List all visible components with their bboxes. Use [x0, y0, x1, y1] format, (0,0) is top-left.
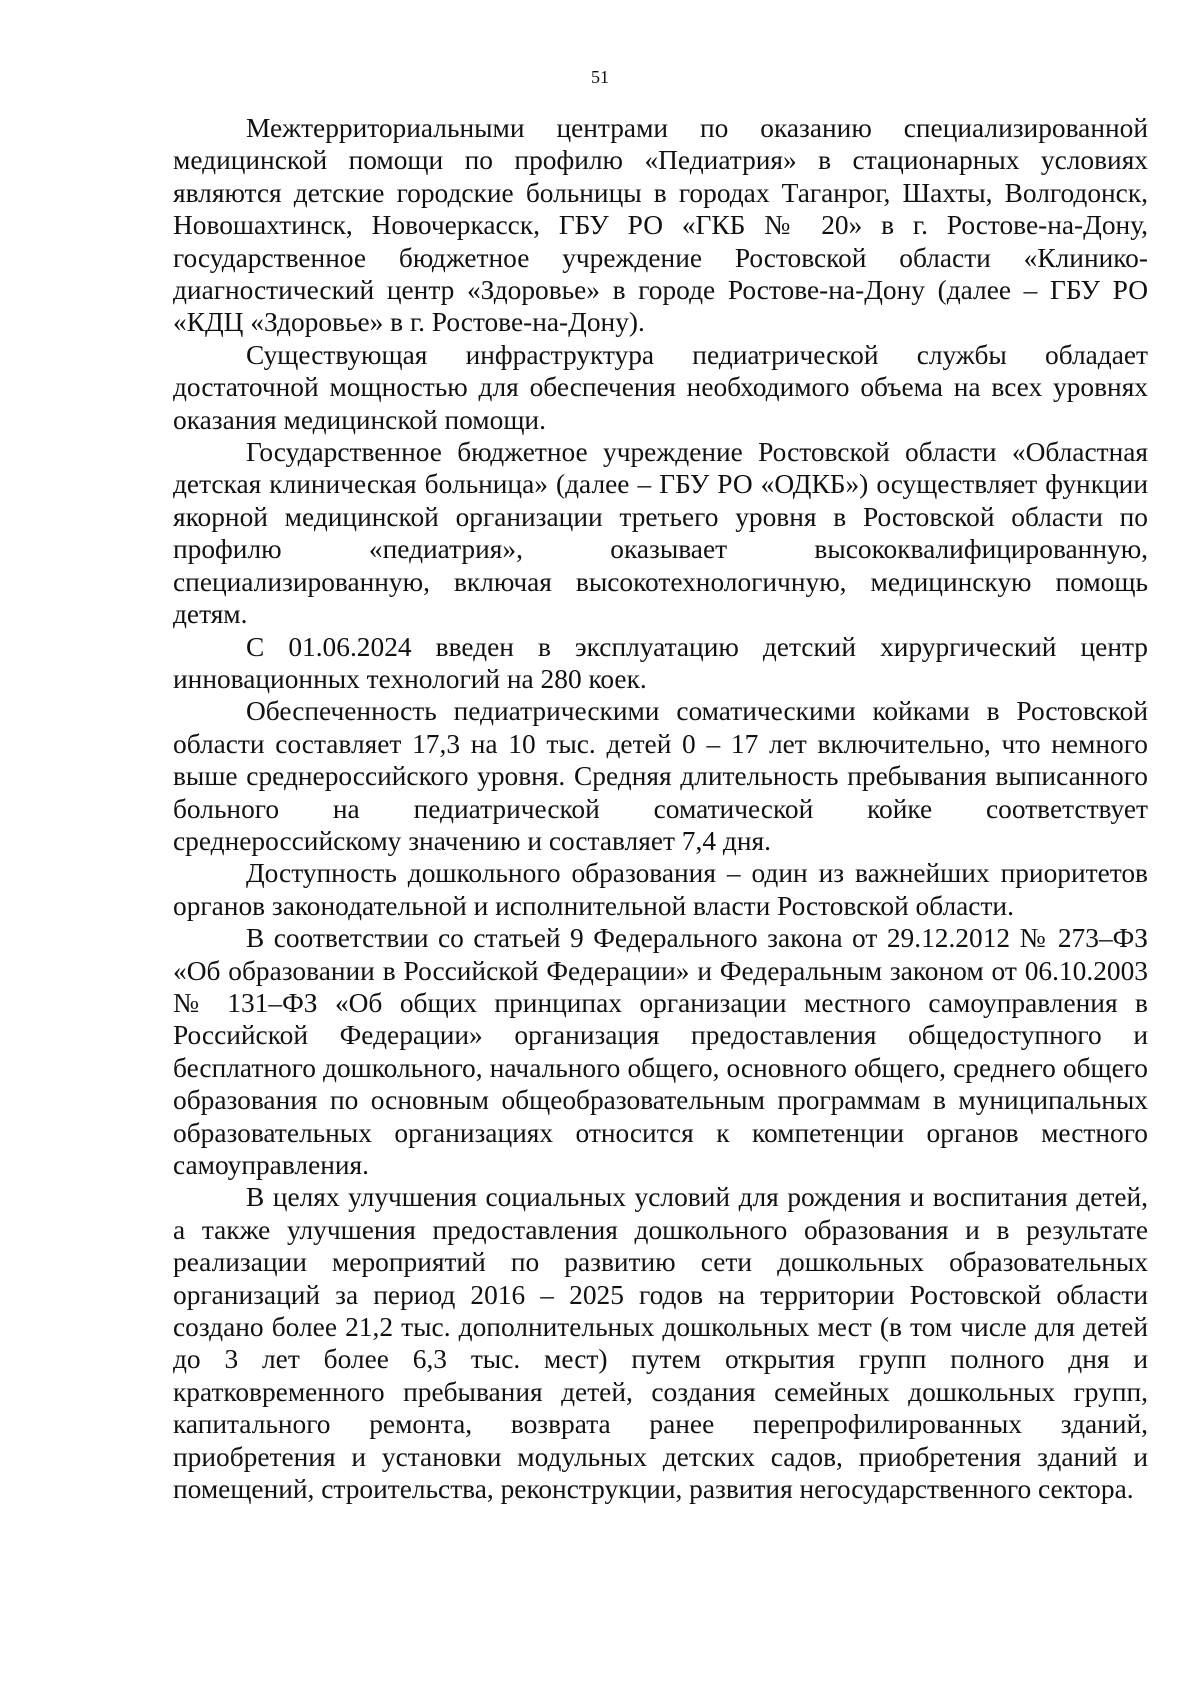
page-number: 51: [591, 67, 609, 87]
paragraph-infrastructure: Существующая инфраструктура педиатрической службы обладает достаточной мощностью для обеспечения необходимого объема на всех уровнях оказания медицинской помощи.: [173, 339, 1148, 435]
paragraph-federal-law: В соответствии со статьей 9 Федерального закона от 29.12.2012 № 273–ФЗ «Об образовании в Российской Федерации» и Федеральным законом от 06.10.2003 № 131–ФЗ «Об общих принципах организации местного самоуправления в Российской Федерации» организация предоставления общедоступного и бесплатного дошкольного, начального общего, основного общего, среднего общего образования по основным общеобразовательным программам в муниципальных образовательных организациях относится к компетенции органов местного самоуправления.: [173, 923, 1148, 1180]
paragraph-surgical-center: С 01.06.2024 введен в эксплуатацию детский хирургический центр инновационных технологий на 280 коек.: [173, 631, 1148, 694]
paragraph-interregional-centers: Межтерриториальными центрами по оказанию специализированной медицинской помощи по профилю «Педиатрия» в стационарных условиях являются детские городские больницы в городах Таганрог, Шахты, Волгодонск, Новошахтинск, Новочеркасск, ГБУ РО «ГКБ № 20» в г. Ростове-на-Дону, государственное бюджетное учреждение Ростовской области «Клинико-диагностический центр «Здоровье» в городе Ростове-на-Дону (далее – ГБУ РО «КДЦ «Здоровье» в г. Ростове-на-Дону).: [173, 113, 1148, 338]
paragraph-preschool-places: В целях улучшения социальных условий для рождения и воспитания детей, а также улучшения предоставления дошкольного образования и в результате реализации мероприятий по развитию сети дошкольных образовательных организаций за период 2016 – 2025 годов на территории Ростовской области создано более 21,2 тыс. дополнительных дошкольных мест (в том числе для детей до 3 лет более 6,3 тыс. мест) путем открытия групп полного дня и кратковременного пребывания детей, создания семейных дошкольных групп, капитального ремонта, возврата ранее перепрофилированных зданий, приобретения и установки модульных детских садов, приобретения зданий и помещений, строительства, реконструкции, развития негосударственного сектора.: [173, 1182, 1148, 1505]
document-body: [173, 112, 1148, 1505]
paragraph-bed-provision: Обеспеченность педиатрическими соматическими койками в Ростовской области составляет 17,3 на 10 тыс. детей 0 – 17 лет включительно, что немного выше среднероссийского уровня. Средняя длительность пребывания выписанного больного на педиатрической соматической койке соответствует среднероссийскому значению и составляет 7,4 дня.: [173, 696, 1148, 856]
paragraph-preschool-access: Доступность дошкольного образования – один из важнейших приоритетов органов законодательной и исполнительной власти Ростовской области.: [173, 858, 1148, 921]
paragraph-regional-childrens-hospital: Государственное бюджетное учреждение Ростовской области «Областная детская клиническая больница» (далее – ГБУ РО «ОДКБ») осуществляет функции якорной медицинской организации третьего уровня в Ростовской области по профилю «педиатрия», оказывает высококвалифицированную, специализированную, включая высокотехнологичную, медицинскую помощь детям.: [173, 437, 1148, 630]
